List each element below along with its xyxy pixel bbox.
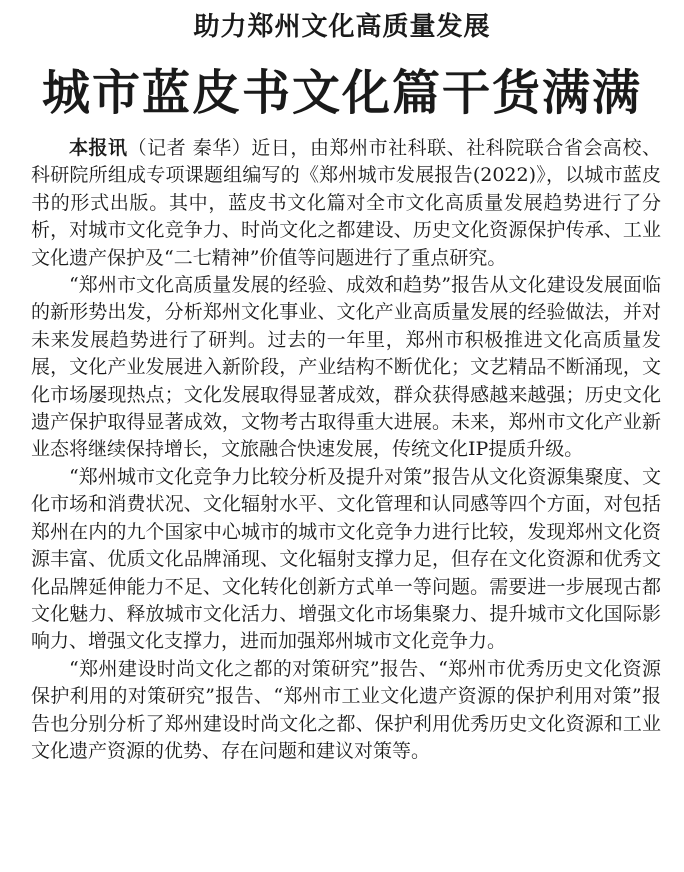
paragraph-4: “郑州建设时尚文化之都的对策研究”报告、“郑州市优秀历史文化资源保护利用的对策研究”报告、“郑州市工业文化遗产资源的保护利用对策”报告也分别分析了郑州建设时尚文化之都、保护利用优秀历史文化资源和工业文化遗产资源的优势、存在问题和建议对策等。 bbox=[31, 657, 661, 762]
article-body bbox=[31, 135, 661, 765]
byline: （记者 秦华） bbox=[127, 137, 252, 159]
paragraph-2: “郑州市文化高质量发展的经验、成效和趋势”报告从文化建设发展面临的新形势出发，分析郑州文化事业、文化产业高质量发展的经验做法，并对未来发展趋势进行了研判。过去的一年里，郑州市积极推进文化高质量发展，文化产业发展进入新阶段，产业结构不断优化；文艺精品不断涌现，文化市场屡现热点；文化发展取得显著成效，群众获得感越来越强；历史文化遗产保护取得显著成效，文物考古取得重大进展。未来，郑州市文化产业新业态将继续保持增长，文旅融合快速发展，传统文化IP提质升级。 bbox=[31, 274, 661, 461]
dateline-lead: 本报讯 bbox=[69, 137, 128, 159]
paragraph-3: “郑州城市文化竞争力比较分析及提升对策”报告从文化资源集聚度、文化市场和消费状况、文化辐射水平、文化管理和认同感等四个方面，对包括郑州在内的九个国家中心城市的城市文化竞争力进行比较，发现郑州文化资源丰富、优质文化品牌涌现、文化辐射支撑力足，但存在文化资源和优秀文化品牌延伸能力不足、文化转化创新方式单一等问题。需要进一步展现古都文化魅力、释放城市文化活力、增强文化市场集聚力、提升城市文化国际影响力、增强文化支撑力，进而加强郑州城市文化竞争力。 bbox=[31, 465, 661, 653]
article-headline: 城市蓝皮书文化篇干货满满 bbox=[41, 65, 642, 121]
paragraph-1-text: 近日，由郑州市社科联、社科院联合省会高校、科研院所组成专项课题组编写的《郑州城市发展报告(2022)》，以城市蓝皮书的形式出版。其中，蓝皮书文化篇对全市文化高质量发展趋势进行了分析，对城市文化竞争力、时尚文化之都建设、历史文化资源保护传承、工业文化遗产保护及“二七精神”价值等问题进行了重点研究。 bbox=[31, 137, 661, 269]
paragraph-1 bbox=[31, 135, 661, 272]
article-subtitle: 助力郑州文化高质量发展 bbox=[193, 12, 491, 42]
